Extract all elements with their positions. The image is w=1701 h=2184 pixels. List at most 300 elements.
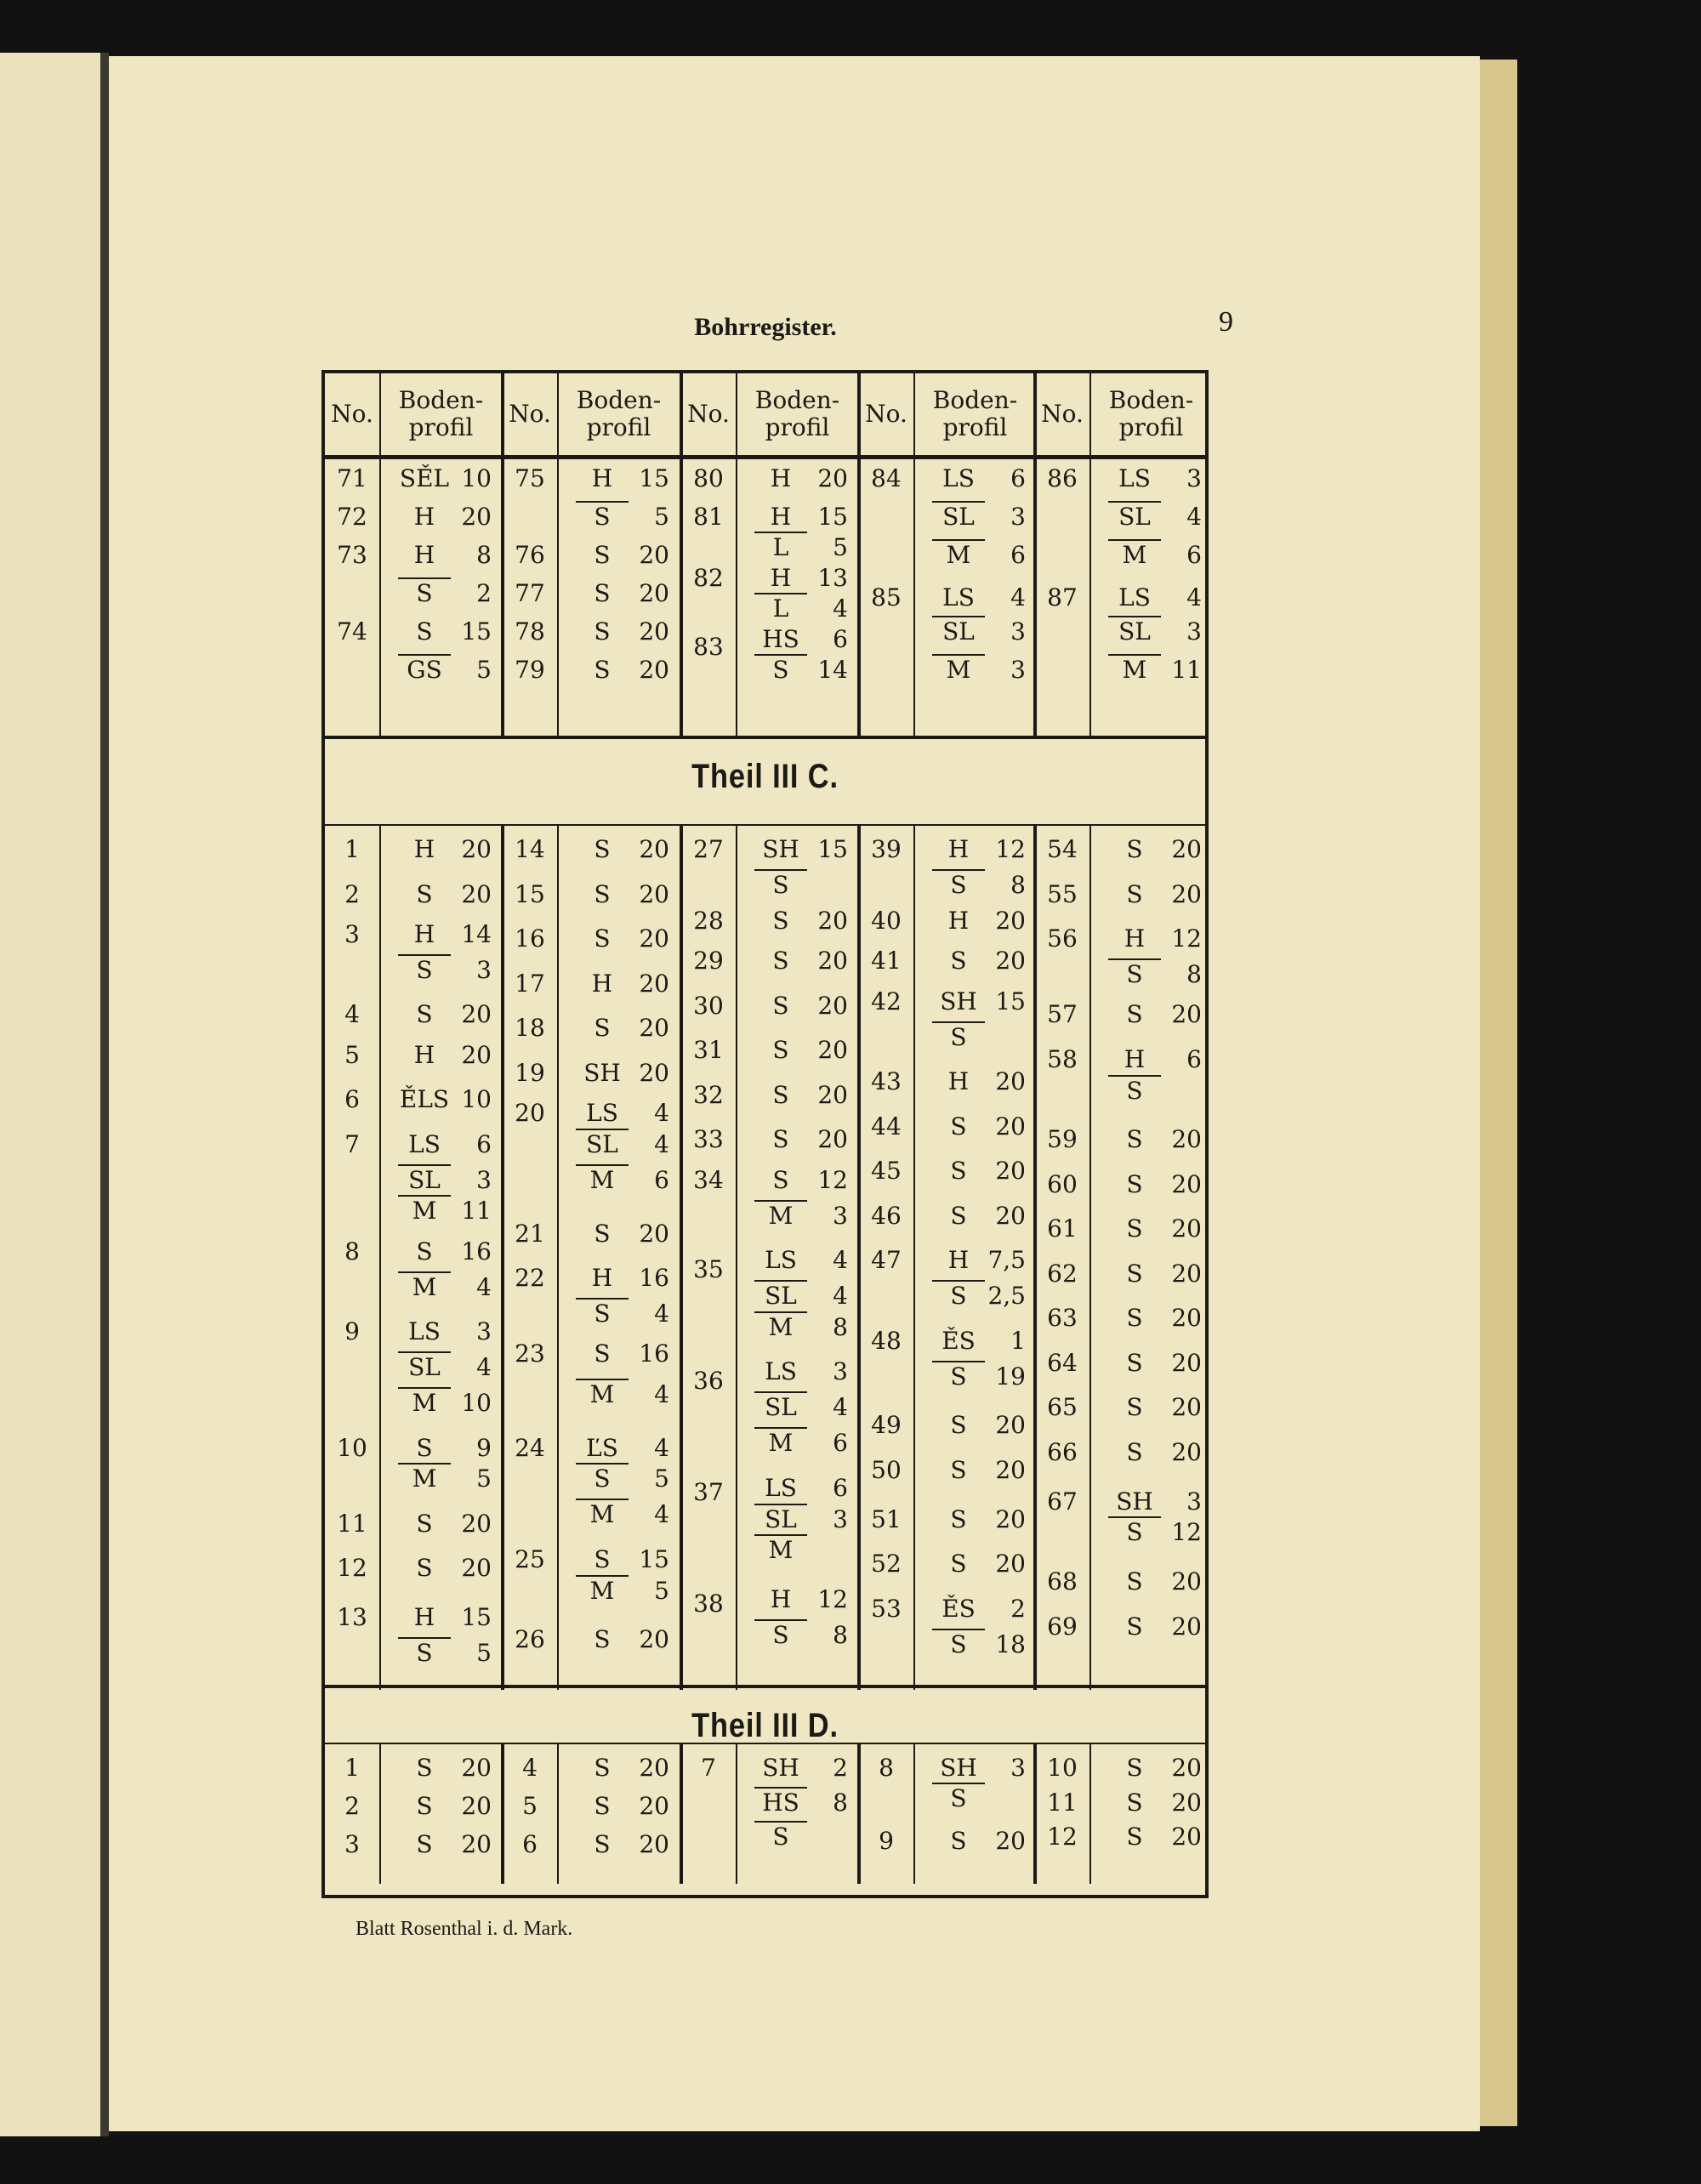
soil-profile-entry bbox=[398, 577, 492, 611]
soil-profile-entry bbox=[1108, 1346, 1202, 1380]
left-page bbox=[0, 53, 103, 2136]
soil-code: S bbox=[1126, 1304, 1143, 1333]
soil-code: M bbox=[398, 1463, 451, 1493]
boring-number: 43 bbox=[871, 1067, 902, 1095]
boring-number: 39 bbox=[871, 835, 902, 863]
soil-code: S bbox=[594, 1830, 611, 1858]
soil-depth: 4 bbox=[1186, 583, 1202, 611]
soil-depth: 19 bbox=[995, 1362, 1026, 1391]
soil-profile-entry bbox=[932, 904, 1026, 938]
soil-code: S bbox=[594, 1014, 611, 1042]
soil-code: M bbox=[398, 1387, 451, 1418]
soil-depth: 20 bbox=[639, 1058, 669, 1087]
soil-depth: 4 bbox=[654, 1300, 669, 1328]
soil-profile-entry bbox=[754, 1199, 848, 1233]
boring-number: 64 bbox=[1047, 1348, 1078, 1377]
soil-code: M bbox=[754, 1534, 807, 1565]
boring-number: 5 bbox=[522, 1792, 538, 1820]
soil-profile-entry bbox=[576, 538, 669, 572]
soil-profile-entry bbox=[1108, 1786, 1202, 1820]
soil-profile-entry bbox=[932, 615, 1026, 649]
header-no: No. bbox=[331, 400, 373, 428]
soil-depth: 20 bbox=[1171, 1612, 1202, 1641]
soil-profile-entry bbox=[576, 1378, 669, 1412]
soil-profile-entry bbox=[1108, 1820, 1202, 1854]
soil-profile-entry bbox=[754, 1426, 848, 1460]
soil-depth: 14 bbox=[461, 919, 492, 948]
soil-profile-entry bbox=[754, 1078, 848, 1112]
soil-code: SH bbox=[1116, 1487, 1153, 1516]
soil-code: S bbox=[416, 1000, 433, 1029]
soil-code: S bbox=[754, 1821, 807, 1851]
column-divider bbox=[680, 455, 683, 739]
soil-profile-entry bbox=[932, 1110, 1026, 1144]
soil-depth: 2 bbox=[476, 579, 492, 607]
soil-profile-entry bbox=[1108, 1565, 1202, 1599]
soil-code: S bbox=[1126, 1125, 1143, 1154]
soil-depth: 20 bbox=[639, 1754, 669, 1782]
soil-code: HS bbox=[762, 625, 799, 653]
soil-depth: 20 bbox=[995, 1455, 1026, 1484]
soil-depth: 12 bbox=[817, 1585, 848, 1613]
soil-depth: 15 bbox=[461, 617, 492, 646]
soil-code: SL bbox=[754, 1504, 807, 1534]
boring-number: 9 bbox=[344, 1317, 360, 1345]
header-bodenprofil-line2: profil bbox=[942, 413, 1008, 441]
column-divider bbox=[857, 373, 861, 455]
soil-profile-entry bbox=[754, 1311, 848, 1345]
soil-profile-entry bbox=[932, 581, 1026, 615]
soil-code: LS bbox=[765, 1473, 797, 1502]
soil-code: SL bbox=[932, 501, 985, 532]
soil-code: SL bbox=[754, 1280, 807, 1311]
boring-number: 16 bbox=[515, 924, 545, 953]
soil-code: S bbox=[1126, 1788, 1143, 1817]
soil-profile-entry bbox=[576, 1056, 669, 1090]
soil-depth: 20 bbox=[817, 1036, 848, 1065]
section-title: Theil III D. bbox=[691, 1707, 839, 1744]
soil-profile-entry bbox=[932, 1824, 1026, 1858]
boring-number: 20 bbox=[515, 1098, 545, 1127]
soil-code: S bbox=[754, 1619, 807, 1650]
boring-number: 5 bbox=[344, 1040, 360, 1069]
soil-depth: 12 bbox=[1171, 1518, 1202, 1547]
boring-number: 68 bbox=[1047, 1567, 1078, 1595]
soil-code: S bbox=[950, 947, 967, 975]
soil-profile-entry bbox=[576, 1163, 669, 1197]
column-divider bbox=[557, 1744, 559, 1884]
header-no: No. bbox=[687, 400, 730, 428]
soil-depth: 20 bbox=[639, 656, 669, 684]
soil-code: S bbox=[1126, 1214, 1143, 1243]
soil-depth: 3 bbox=[1010, 503, 1026, 531]
soil-depth: 4 bbox=[833, 594, 848, 623]
boring-number: 71 bbox=[337, 464, 367, 492]
column-divider bbox=[557, 826, 559, 1690]
soil-profile-entry bbox=[1108, 1610, 1202, 1644]
soil-code: S bbox=[594, 1339, 611, 1368]
soil-code: LS bbox=[942, 464, 975, 492]
soil-profile-entry bbox=[754, 1033, 848, 1067]
boring-number: 7 bbox=[701, 1754, 716, 1782]
soil-depth: 4 bbox=[833, 1246, 848, 1274]
boring-number: 65 bbox=[1047, 1393, 1078, 1422]
boring-number: 22 bbox=[515, 1264, 545, 1292]
soil-profile-entry bbox=[932, 868, 1026, 902]
soil-profile-entry bbox=[398, 878, 492, 912]
footer-note: Blatt Rosenthal i. d. Mark. bbox=[356, 1918, 573, 1940]
soil-depth: 3 bbox=[1010, 1754, 1026, 1782]
soil-code: H bbox=[770, 464, 792, 492]
soil-code: SL bbox=[398, 1351, 451, 1382]
soil-code: S bbox=[1126, 835, 1143, 863]
column-divider bbox=[736, 1744, 737, 1884]
soil-code: S bbox=[416, 617, 433, 646]
boring-number: 40 bbox=[871, 907, 902, 935]
soil-depth: 20 bbox=[461, 1040, 492, 1069]
soil-depth: 13 bbox=[817, 564, 848, 592]
soil-code: SH bbox=[583, 1058, 621, 1087]
soil-depth: 20 bbox=[461, 1830, 492, 1858]
soil-depth: 20 bbox=[461, 1554, 492, 1583]
soil-code: S bbox=[398, 954, 451, 985]
soil-profile-entry bbox=[1108, 1391, 1202, 1425]
soil-profile-entry bbox=[932, 1751, 1026, 1785]
boring-number: 52 bbox=[871, 1550, 902, 1578]
soil-code: H bbox=[591, 969, 613, 998]
boring-number: 7 bbox=[344, 1129, 360, 1158]
soil-code: H bbox=[413, 919, 435, 948]
soil-profile-entry bbox=[576, 1751, 669, 1785]
soil-depth: 20 bbox=[817, 907, 848, 935]
boring-number: 8 bbox=[344, 1237, 360, 1265]
soil-depth: 20 bbox=[817, 991, 848, 1020]
soil-code: S bbox=[416, 879, 433, 908]
soil-code: H bbox=[413, 835, 435, 863]
soil-profile-entry bbox=[1108, 833, 1202, 867]
soil-code: S bbox=[932, 1629, 985, 1659]
boring-number: 14 bbox=[515, 835, 545, 863]
soil-profile-entry bbox=[1108, 653, 1202, 687]
soil-depth: 20 bbox=[639, 969, 669, 998]
soil-depth: 11 bbox=[1171, 656, 1202, 684]
soil-code: M bbox=[754, 1427, 807, 1458]
boring-number: 30 bbox=[693, 991, 724, 1020]
soil-depth: 20 bbox=[639, 579, 669, 607]
soil-code: S bbox=[398, 577, 451, 608]
soil-profile-entry bbox=[398, 1462, 492, 1496]
soil-code: M bbox=[932, 539, 985, 570]
soil-depth: 4 bbox=[654, 1098, 669, 1127]
soil-profile-entry bbox=[754, 1533, 848, 1567]
soil-profile-entry bbox=[1108, 1043, 1202, 1077]
soil-depth: 2 bbox=[1010, 1594, 1026, 1623]
soil-depth: 3 bbox=[1010, 656, 1026, 684]
soil-profile-entry bbox=[576, 1128, 669, 1162]
soil-code: L bbox=[754, 532, 807, 562]
boring-number: 75 bbox=[515, 464, 545, 492]
soil-depth: 12 bbox=[995, 835, 1026, 863]
boring-number: 31 bbox=[693, 1036, 724, 1065]
soil-profile-entry bbox=[398, 953, 492, 987]
soil-profile-entry bbox=[932, 653, 1026, 687]
soil-depth: 20 bbox=[1171, 1754, 1202, 1782]
boring-number: 45 bbox=[871, 1157, 902, 1185]
soil-depth: 5 bbox=[654, 1576, 669, 1605]
soil-depth: 16 bbox=[639, 1264, 669, 1292]
soil-code: S bbox=[594, 879, 611, 908]
header-bodenprofil bbox=[913, 373, 1037, 455]
soil-code: S bbox=[1126, 1000, 1143, 1029]
header-bodenprofil-line1: Boden- bbox=[754, 386, 840, 414]
boring-number: 60 bbox=[1047, 1169, 1078, 1198]
soil-profile-entry bbox=[576, 1261, 669, 1295]
soil-profile-entry bbox=[576, 1623, 669, 1657]
soil-depth: 20 bbox=[1171, 1567, 1202, 1595]
soil-profile-entry bbox=[754, 1243, 848, 1277]
boring-number: 1 bbox=[344, 835, 360, 863]
soil-code: S bbox=[1126, 1393, 1143, 1422]
soil-code: S bbox=[932, 869, 985, 900]
boring-number: 10 bbox=[337, 1433, 367, 1462]
soil-profile-entry bbox=[754, 653, 848, 687]
soil-code: S bbox=[594, 1792, 611, 1820]
soil-code: M bbox=[576, 1379, 629, 1409]
soil-code: SH bbox=[762, 1754, 799, 1782]
soil-depth: 5 bbox=[476, 1465, 492, 1493]
soil-depth: 11 bbox=[461, 1197, 492, 1226]
column-divider bbox=[1089, 826, 1091, 1690]
soil-depth: 3 bbox=[476, 1317, 492, 1345]
boring-number: 27 bbox=[693, 835, 724, 863]
soil-profile-entry bbox=[1108, 1123, 1202, 1157]
boring-number: 13 bbox=[337, 1603, 367, 1631]
column-divider bbox=[379, 455, 381, 739]
soil-profile-entry bbox=[1108, 615, 1202, 649]
header-no: No. bbox=[509, 400, 551, 428]
soil-profile-entry bbox=[398, 500, 492, 534]
soil-profile-entry bbox=[1108, 1212, 1202, 1246]
soil-depth: 20 bbox=[1171, 1304, 1202, 1333]
soil-code: S bbox=[1126, 879, 1143, 908]
boring-number: 73 bbox=[337, 541, 367, 569]
soil-code: S bbox=[594, 617, 611, 646]
soil-profile-entry bbox=[398, 1194, 492, 1228]
soil-code: LS bbox=[408, 1129, 441, 1158]
soil-code: SL bbox=[1108, 501, 1161, 532]
boring-number: 17 bbox=[515, 969, 545, 998]
soil-code: S bbox=[594, 835, 611, 863]
soil-depth: 4 bbox=[833, 1282, 848, 1310]
boring-number: 2 bbox=[344, 879, 360, 908]
soil-profile-entry bbox=[398, 1351, 492, 1385]
soil-profile-entry bbox=[754, 462, 848, 496]
soil-code: S bbox=[932, 1021, 985, 1052]
soil-profile-entry bbox=[932, 833, 1026, 867]
boring-number: 11 bbox=[1047, 1788, 1078, 1817]
soil-profile-entry bbox=[932, 1503, 1026, 1537]
soil-profile-entry bbox=[398, 1828, 492, 1862]
soil-code: SH bbox=[940, 1754, 977, 1782]
boring-number: 25 bbox=[515, 1544, 545, 1573]
soil-profile-entry bbox=[398, 462, 492, 496]
soil-code: S bbox=[772, 1036, 789, 1065]
boring-number: 28 bbox=[693, 907, 724, 935]
soil-depth: 20 bbox=[639, 1830, 669, 1858]
soil-profile-entry bbox=[754, 500, 848, 534]
boring-number: 24 bbox=[515, 1433, 545, 1462]
soil-code: S bbox=[932, 1783, 985, 1813]
soil-depth: 12 bbox=[817, 1165, 848, 1194]
soil-code: SL bbox=[932, 616, 985, 646]
soil-depth: 6 bbox=[1186, 541, 1202, 569]
soil-depth: 10 bbox=[461, 464, 492, 492]
soil-depth: 20 bbox=[1171, 1823, 1202, 1851]
soil-code: LS bbox=[765, 1246, 797, 1274]
header-bodenprofil-line2: profil bbox=[408, 413, 474, 441]
boring-number: 69 bbox=[1047, 1612, 1078, 1641]
soil-depth: 20 bbox=[461, 503, 492, 531]
table-header-row bbox=[325, 373, 1205, 459]
boring-number: 67 bbox=[1047, 1487, 1078, 1516]
soil-code: S bbox=[398, 1637, 451, 1668]
soil-depth: 3 bbox=[1186, 1487, 1202, 1516]
soil-profile-entry bbox=[576, 500, 669, 534]
soil-depth: 2 bbox=[833, 1754, 848, 1782]
soil-code: LS bbox=[1118, 583, 1151, 611]
soil-profile-entry bbox=[1108, 1257, 1202, 1291]
soil-profile-entry bbox=[1108, 878, 1202, 912]
soil-profile-entry bbox=[398, 1083, 492, 1117]
soil-code: H bbox=[947, 907, 970, 935]
column-divider bbox=[913, 1744, 915, 1884]
soil-depth: 3 bbox=[1186, 464, 1202, 492]
soil-profile-entry bbox=[754, 1618, 848, 1652]
soil-profile-entry bbox=[576, 1297, 669, 1331]
soil-code: H bbox=[770, 564, 792, 592]
soil-code: S bbox=[950, 1550, 967, 1578]
soil-depth: 20 bbox=[817, 1125, 848, 1154]
soil-profile-entry bbox=[932, 1243, 1026, 1277]
boring-number: 72 bbox=[337, 503, 367, 531]
soil-profile-entry bbox=[754, 561, 848, 595]
boring-number: 34 bbox=[693, 1165, 724, 1194]
boring-number: 48 bbox=[871, 1326, 902, 1355]
soil-code: H bbox=[413, 541, 435, 569]
column-divider bbox=[913, 373, 915, 455]
soil-profile-entry bbox=[576, 967, 669, 1001]
soil-code: H bbox=[770, 503, 792, 531]
soil-code: S bbox=[1108, 1516, 1161, 1547]
soil-code: M bbox=[754, 1311, 807, 1342]
soil-code: GS bbox=[398, 654, 451, 685]
soil-code: S bbox=[932, 1361, 985, 1391]
book-gutter bbox=[100, 53, 109, 2136]
soil-code: S bbox=[1126, 1348, 1143, 1377]
soil-profile-entry bbox=[398, 615, 492, 649]
soil-depth: 20 bbox=[639, 835, 669, 863]
section-title: Theil III C. bbox=[691, 758, 839, 795]
soil-profile-entry bbox=[576, 1011, 669, 1045]
page-title: Bohrregister. bbox=[694, 313, 837, 341]
soil-profile-entry bbox=[932, 462, 1026, 496]
soil-profile-entry bbox=[932, 1547, 1026, 1581]
soil-depth: 16 bbox=[461, 1237, 492, 1265]
soil-profile-entry bbox=[398, 1163, 492, 1197]
soil-code: LS bbox=[408, 1317, 441, 1345]
soil-depth: 5 bbox=[654, 503, 669, 531]
soil-depth: 20 bbox=[1171, 879, 1202, 908]
soil-depth: 20 bbox=[817, 464, 848, 492]
soil-profile-entry bbox=[398, 1507, 492, 1541]
soil-code: SL bbox=[398, 1164, 451, 1195]
soil-depth: 20 bbox=[639, 1792, 669, 1820]
boring-number: 47 bbox=[871, 1246, 902, 1274]
soil-code: ĚLS bbox=[399, 1085, 450, 1113]
soil-profile-entry bbox=[932, 985, 1026, 1019]
soil-profile-entry bbox=[754, 1751, 848, 1785]
soil-code: LS bbox=[942, 583, 975, 611]
soil-depth: 20 bbox=[1171, 1125, 1202, 1154]
soil-depth: 4 bbox=[654, 1433, 669, 1462]
soil-code: S bbox=[416, 1509, 433, 1538]
boring-number: 56 bbox=[1047, 924, 1078, 953]
column-divider bbox=[736, 455, 737, 739]
soil-profile-entry bbox=[932, 1279, 1026, 1313]
soil-code: S bbox=[1126, 1612, 1143, 1641]
soil-depth: 3 bbox=[476, 955, 492, 984]
soil-depth: 15 bbox=[461, 1603, 492, 1631]
soil-depth: 20 bbox=[1171, 1259, 1202, 1288]
soil-depth: 2,5 bbox=[987, 1282, 1026, 1310]
soil-code: H bbox=[1124, 924, 1146, 953]
column-divider bbox=[1089, 455, 1091, 739]
soil-code: SH bbox=[762, 835, 799, 863]
soil-profile-entry bbox=[932, 1360, 1026, 1394]
boring-number: 18 bbox=[515, 1014, 545, 1042]
column-divider bbox=[379, 826, 381, 1690]
soil-profile-entry bbox=[398, 1271, 492, 1305]
soil-depth: 20 bbox=[1171, 1348, 1202, 1377]
boring-number: 4 bbox=[522, 1754, 538, 1782]
soil-profile-entry bbox=[398, 1751, 492, 1785]
soil-profile-entry bbox=[1108, 998, 1202, 1032]
soil-code: S bbox=[772, 907, 789, 935]
soil-profile-entry bbox=[754, 623, 848, 657]
soil-depth: 15 bbox=[639, 1544, 669, 1573]
soil-code: S bbox=[594, 579, 611, 607]
soil-depth: 20 bbox=[461, 835, 492, 863]
soil-depth: 5 bbox=[654, 1465, 669, 1493]
soil-code: S bbox=[772, 1165, 789, 1194]
section-rule bbox=[325, 824, 1205, 826]
soil-depth: 20 bbox=[639, 1625, 669, 1654]
soil-depth: 6 bbox=[833, 1429, 848, 1458]
soil-depth: 4 bbox=[654, 1500, 669, 1529]
soil-profile-entry bbox=[932, 1021, 1026, 1055]
boring-number: 80 bbox=[693, 464, 724, 492]
soil-code: LS bbox=[586, 1098, 618, 1127]
boring-number: 49 bbox=[871, 1411, 902, 1440]
soil-profile-entry bbox=[932, 1154, 1026, 1188]
soil-depth: 5 bbox=[476, 656, 492, 684]
soil-code: S bbox=[594, 1219, 611, 1248]
soil-depth: 20 bbox=[817, 1080, 848, 1109]
soil-depth: 4 bbox=[654, 1379, 669, 1408]
soil-depth: 7,5 bbox=[987, 1246, 1026, 1274]
boring-number: 84 bbox=[871, 464, 902, 492]
column-divider bbox=[557, 455, 559, 739]
